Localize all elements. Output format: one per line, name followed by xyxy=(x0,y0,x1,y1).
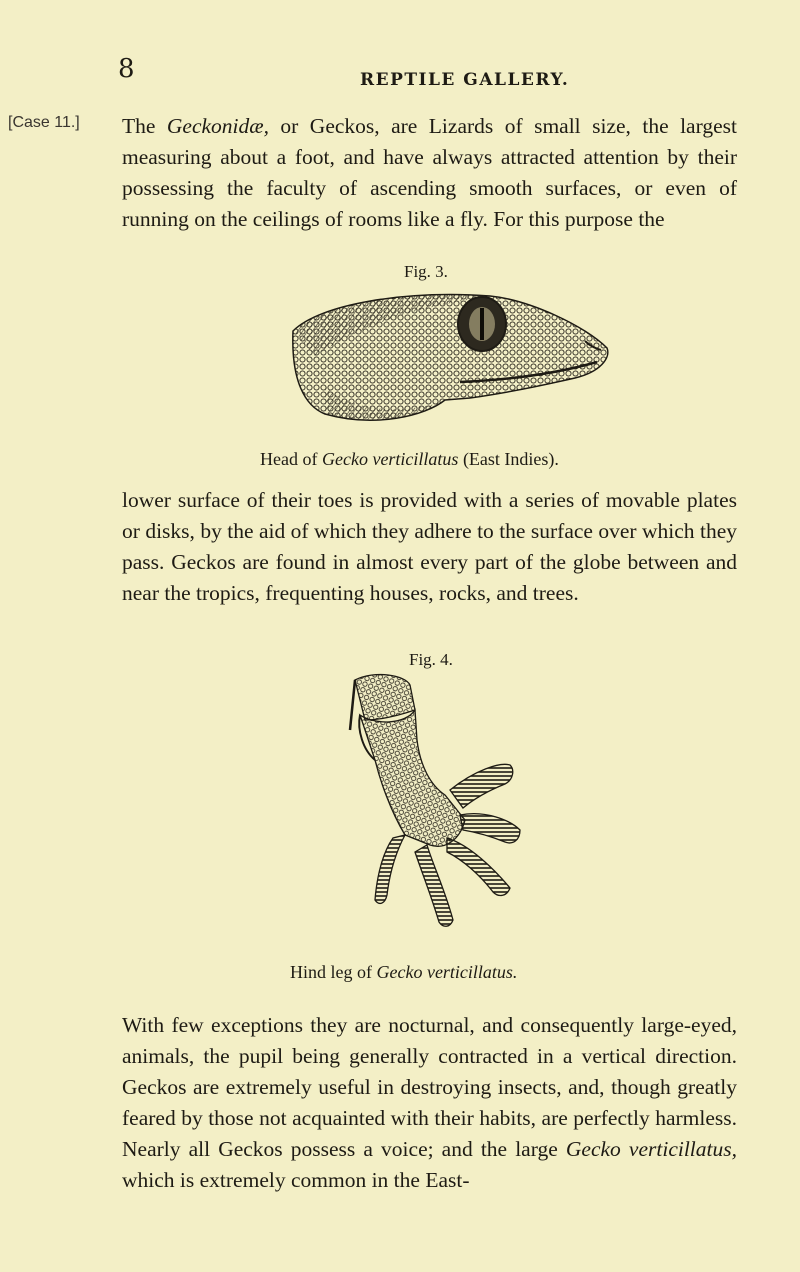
figure-4-label: Fig. 4. xyxy=(409,650,453,669)
figure-4-caption: Hind leg of Gecko verticillatus. xyxy=(290,962,518,982)
paragraph-toes: lower surface of their toes is provided with a series of movable plates or disks, by the aid of which they adhere to the surface over which they pass. Geckos are found in almost every part of the globe between and near the tropics, frequenting houses, rocks, and trees. xyxy=(122,488,737,605)
figure-3-caption: Head of Gecko verticillatus (East Indies). xyxy=(260,449,559,469)
paragraph-nocturnal: With few exceptions they are nocturnal, and consequently large-eyed, animals, the pupil being generally contracted in a vertical direction. Geckos are extremely useful in destroying insects, and, though greatly feared by those not acquainted with their habits, are perfectly harmless. Nearly all Geckos possess a voice; and the large Gecko verticillatus, which is extremely common in the East- xyxy=(122,1013,737,1192)
gecko-head-illustration xyxy=(285,286,615,436)
gecko-hind-leg-illustration xyxy=(335,670,575,935)
paragraph-geckonidae: The Geckonidæ, or Geckos, are Lizards of small size, the largest measuring about a foot, and have always attracted attention by their possessing the faculty of ascending smooth surfaces, or even of running on the ceilings of rooms like a fly. For this purpose the xyxy=(122,114,737,231)
margin-note: [Case 11.] xyxy=(8,114,80,131)
page-number: 8 xyxy=(118,54,135,84)
figure-3-label: Fig. 3. xyxy=(404,262,448,281)
running-head: REPTILE GALLERY. xyxy=(360,70,570,90)
